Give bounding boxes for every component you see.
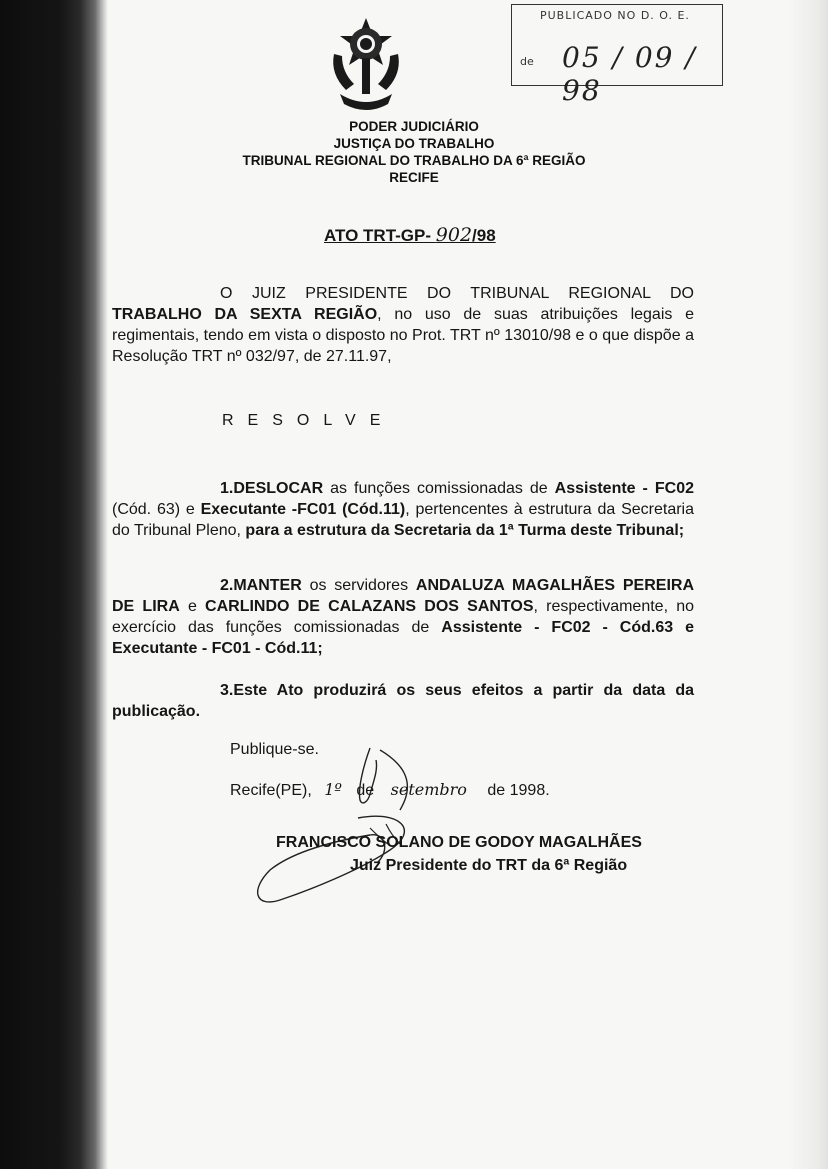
item-1-verb: 1.DESLOCAR xyxy=(220,480,324,497)
date-day: 1º xyxy=(324,780,342,799)
item-1-bold-2: Executante -FC01 (Cód.11) xyxy=(200,501,406,518)
header-line-3: TRIBUNAL REGIONAL DO TRABALHO DA 6ª REGIÃO xyxy=(242,153,586,168)
item-3-text: 3.Este Ato produzirá os seus efeitos a partir da data da publicação. xyxy=(112,682,694,720)
item-1 xyxy=(112,478,694,541)
stamp-heading: PUBLICADO NO D. O. E. xyxy=(540,9,690,22)
publication-stamp xyxy=(511,4,723,107)
signatory-role: Juiz Presidente do TRT da 6ª Região xyxy=(350,857,628,874)
item-1-text-1: as funções comissionadas de xyxy=(323,480,555,497)
resolve-heading: RESOLVE xyxy=(222,412,395,429)
item-2-text-3: , respectivamente, no exercício das funções comissionadas de xyxy=(112,598,695,636)
act-suffix: /98 xyxy=(472,226,496,245)
item-2-verb: 2.MANTER xyxy=(220,577,302,594)
preamble xyxy=(112,283,694,367)
date-year: de 1998. xyxy=(487,782,550,799)
preamble-rest: , no uso de suas atribuições legais e regimentais, tendo em vista o disposto no Prot. TRT nº 13010/98 e o que dispõe a Resolução TRT nº 032/97, de 27.11.97, xyxy=(112,306,695,365)
header-line-2: JUSTIÇA DO TRABALHO xyxy=(333,136,495,151)
date-de: de xyxy=(356,782,375,799)
item-2-bold-3: Assistente - FC02 - Cód.63 e Executante - FC01 - Cód.11; xyxy=(112,619,694,657)
item-2-bold-2: CARLINDO DE CALAZANS DOS SANTOS xyxy=(205,598,534,615)
item-2-text-1: os servidores xyxy=(301,577,416,594)
handwritten-signature-icon xyxy=(250,740,420,920)
act-prefix: ATO TRT-GP- xyxy=(324,226,436,245)
preamble-bold: TRABALHO DA SEXTA REGIÃO xyxy=(112,306,378,323)
stamp-prefix: de xyxy=(520,55,534,68)
header-line-1: PODER JUDICIÁRIO xyxy=(349,119,479,134)
item-2-text-2: e xyxy=(179,598,206,615)
item-1-bold-1: Assistente - FC02 xyxy=(554,480,694,497)
stamp-date: 05 / 09 / 98 xyxy=(562,41,697,107)
preamble-lead: O JUIZ PRESIDENTE DO TRIBUNAL REGIONAL DO xyxy=(220,285,694,302)
act-number: 902 xyxy=(435,224,473,246)
item-1-text-2: (Cód. 63) e xyxy=(112,501,201,518)
item-2-bold-1: ANDALUZA MAGALHÃES PEREIRA DE LIRA xyxy=(112,577,695,615)
item-1-bold-3: para a estrutura da Secretaria da 1ª Turma deste Tribunal; xyxy=(245,522,685,539)
signatory-name: FRANCISCO SOLANO DE GODOY MAGALHÃES xyxy=(276,834,642,851)
item-2 xyxy=(112,575,694,659)
item-3 xyxy=(112,680,694,722)
act-title xyxy=(324,224,496,246)
header-line-4: RECIFE xyxy=(389,170,439,185)
coat-of-arms-icon xyxy=(326,14,406,114)
date-place: Recife(PE), xyxy=(230,782,312,799)
date-month: setembro xyxy=(390,780,467,799)
item-1-text-3: , pertencentes à estrutura da Secretaria do Tribunal Pleno, xyxy=(112,501,694,539)
publique-line: Publique-se. xyxy=(230,741,319,758)
